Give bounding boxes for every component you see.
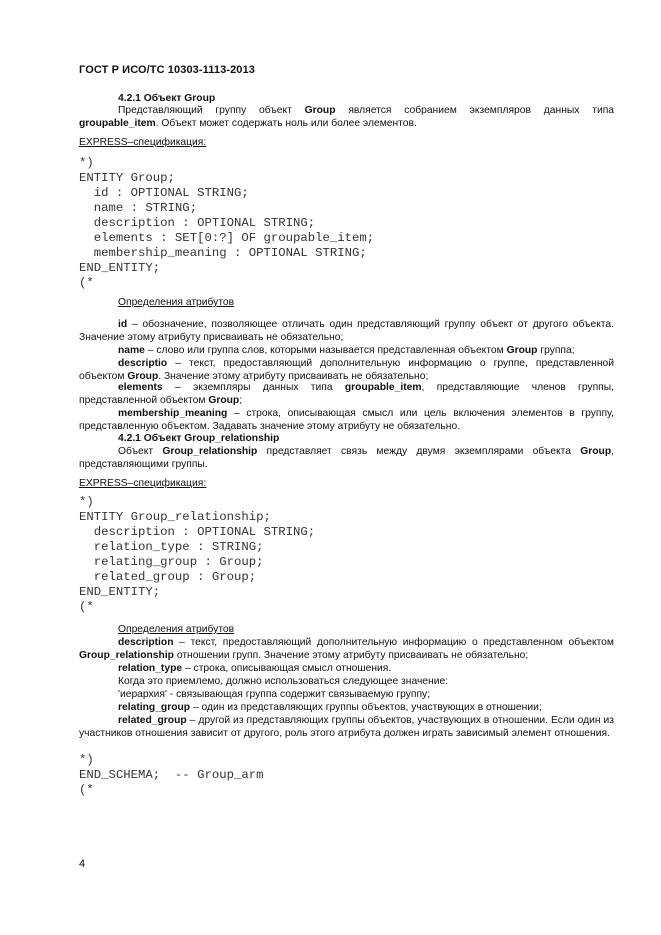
code-line: (* [79, 600, 94, 614]
attr-def-relation-type [79, 662, 614, 675]
section-heading-group: 4.2.1 Объект Group [118, 93, 216, 104]
text-run: – текст, предоставляющий дополнительную информацию о представленном объектом [173, 637, 614, 648]
attr-def-relating-group [79, 701, 614, 714]
bold-term: Group [580, 446, 612, 457]
text-run: представляет связь между двумя экземплярами объекта [257, 446, 581, 457]
code-line: description : OPTIONAL STRING; [79, 525, 316, 539]
bold-term: relating_group [118, 702, 191, 713]
code-line: END_SCHEMA; -- Group_arm [79, 768, 264, 782]
text-run: Представляющий группу объект [118, 105, 305, 116]
bold-term: related_group [118, 715, 187, 726]
attribute-definitions-title-2: Определения атрибутов [118, 624, 235, 635]
text-run: – обозначение, позволяющее отличать один представляющий группу объект от другого объекта. Значение этому атрибуту присваивать не обязательно; [79, 319, 614, 344]
code-line: elements : SET[0:?] OF groupable_item; [79, 231, 375, 245]
bold-term: Group_relationship [79, 650, 174, 662]
text-run: является собранием экземпляров данных типа [335, 105, 614, 116]
bold-term: groupable_item [344, 382, 422, 393]
text-run: – строка, описывающая смысл отношения. [182, 663, 392, 674]
code-line: *) [79, 495, 94, 509]
code-line: description : OPTIONAL STRING; [79, 216, 316, 230]
bold-term: Group [208, 395, 240, 407]
code-line: (* [79, 276, 94, 290]
bold-term: membership_meaning [118, 408, 228, 419]
page-number: 4 [79, 858, 86, 870]
text-run: Объект [118, 446, 163, 457]
text-run: – другой из представляющих группы объектов, участвующих в отношении. Если один из участников отношения зависит от другого, роль этого атрибута должен играть зависимый элемент отношения. [79, 715, 614, 740]
text-run: Когда это приемлемо, должно использоваться следующее значение: [118, 676, 449, 687]
code-line: ENTITY Group_relationship; [79, 510, 271, 524]
code-line: *) [79, 753, 94, 767]
text-run: ; [239, 395, 243, 407]
text-run: 'иерархия' - связывающая группа содержит связываемую группу; [118, 689, 431, 700]
text-run: , представляющими группы. [79, 446, 614, 471]
section-heading-group-relationship: 4.2.1 Объект Group_relationship [118, 433, 280, 444]
group-relationship-intro-paragraph [79, 445, 614, 471]
text-run: – экземпляры данных типа [162, 382, 345, 393]
text-run: . Объект может содержать ноль или более элементов. [155, 118, 417, 130]
text-run: , представляющие членов группы, представленной объектом [79, 382, 614, 407]
code-line: name : STRING; [79, 201, 198, 215]
text-run: отношении групп. Значение этому атрибуту присваивать не обязательно; [173, 650, 529, 662]
text-run: – слово или группа слов, которыми называется представленная объектом [144, 345, 507, 356]
bold-term: Group [506, 345, 538, 356]
text-run: – один из представляющих группы объектов, участвующих в отношении; [190, 702, 542, 713]
code-line: relating_group : Group; [79, 555, 264, 569]
express-spec-label: EXPRESS–спецификация: [79, 137, 207, 148]
attr-def-related-group [79, 714, 614, 740]
code-line: ENTITY Group; [79, 171, 175, 185]
bold-term: elements [118, 382, 163, 393]
express-code-block-group [79, 156, 374, 291]
text-run: – строка, описывающая смысл или цель включения элементов в группу, представленную объектом. Задавать значение этому атрибуту не обязательно. [79, 408, 614, 433]
express-spec-label-2: EXPRESS–спецификация: [79, 478, 207, 489]
code-line: relation_type : STRING; [79, 540, 264, 554]
attr-def-rel-description [79, 636, 614, 662]
code-line: *) [79, 156, 94, 170]
attribute-definitions-title: Определения атрибутов [118, 297, 235, 308]
bold-term: Group_relationship [162, 446, 258, 457]
bold-term: groupable_item [79, 118, 156, 130]
relation-type-note [79, 675, 614, 688]
bold-term: id [118, 319, 128, 330]
document-header: ГОСТ Р ИСО/ТС 10303-1113-2013 [79, 64, 255, 76]
text-run: группа; [537, 345, 575, 356]
bold-term: relation_type [118, 663, 183, 674]
code-line: (* [79, 783, 94, 797]
attr-def-id [79, 318, 614, 344]
express-code-block-end-schema [79, 753, 263, 798]
code-line: END_ENTITY; [79, 261, 161, 275]
bold-term: Group [304, 105, 336, 116]
bold-term: Group [127, 371, 159, 383]
bold-term: name [118, 345, 145, 356]
code-line: id : OPTIONAL STRING; [79, 186, 249, 200]
text-run: . Значение этому атрибуту присваивать не обязательно; [158, 371, 429, 383]
express-code-block-group-relationship [79, 495, 315, 615]
group-intro-paragraph [79, 104, 614, 130]
code-line: related_group : Group; [79, 570, 257, 584]
bold-term: descriptio [118, 358, 168, 369]
bold-term: description [118, 637, 174, 648]
text-run: – текст, предоставляющий дополнительную информацию о группе, представленной объектом [79, 358, 614, 383]
attr-def-name [79, 344, 614, 357]
relation-type-value [79, 688, 614, 701]
code-line: END_ENTITY; [79, 585, 161, 599]
attr-def-membership-meaning [79, 407, 614, 433]
attr-def-elements [79, 381, 614, 407]
attr-def-description [79, 357, 614, 383]
code-line: membership_meaning : OPTIONAL STRING; [79, 246, 367, 260]
